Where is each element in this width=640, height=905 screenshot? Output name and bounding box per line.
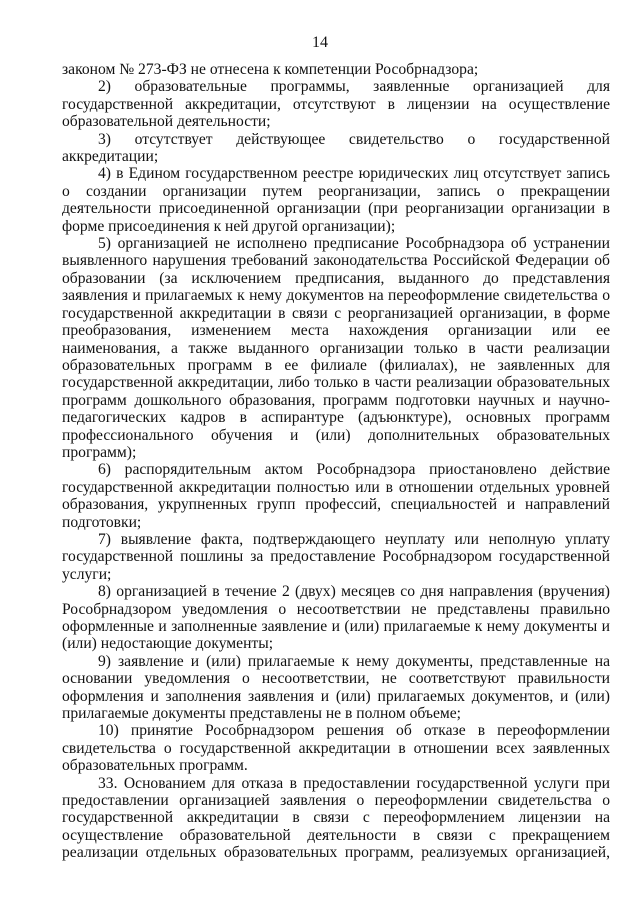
paragraph-item-9: 9) заявление и (или) прилагаемые к нему документы, представленные на основании уведомления о несоответствии, не соответствуют правильности оформления и заполнения заявления и (или) прилагаемых документов, и (или) прилагаемые документы представлены не в полном объеме; <box>62 652 610 723</box>
paragraph-item-6: 6) распорядительным актом Рособрнадзора приостановлено действие государственной аккредитации полностью или в отношении отдельных уровней образования, укрупненных групп профессий, специальностей и направлений подготовки; <box>62 461 610 531</box>
page-number: 14 <box>312 34 328 51</box>
paragraph-item-10: 10) принятие Рособрнадзором решения об отказе в переоформлении свидетельства о государственной аккредитации в отношении всех заявленных образовательных программ. <box>62 722 610 775</box>
paragraph-item-3: 3) отсутствует действующее свидетельство о государственной аккредитации; <box>62 130 610 166</box>
paragraph-item-4: 4) в Едином государственном реестре юридических лиц отсутствует запись о создании организации путем реорганизации, запись о прекращении деятельности присоединенной организации (при реорганизации организации в форме присоединения к ней другой организации); <box>62 165 610 235</box>
paragraph-item-7: 7) выявление факта, подтверждающего неуплату или неполную уплату государственной пошлины за предоставление Рособрнадзором государственной услуги; <box>62 530 610 583</box>
paragraph-section-33: 33. Основанием для отказа в предоставлении государственной услуги при предоставлении организацией заявления о переоформлении свидетельства о государственной аккредитации в связи с переоформлением лицензии на осуществление образовательной деятельности в связи с прекращением реализации отдельных образовательных программ, реализуемых организацией, <box>62 774 610 862</box>
paragraph-1-continuation: законом № 273-ФЗ не отнесена к компетенции Рособрнадзора; <box>62 61 479 78</box>
paragraph-item-5: 5) организацией не исполнено предписание Рособрнадзора об устранении выявленного нарушения требований законодательства Российской Федерации об образовании (за исключением предписания, выданного до представления заявления и прилагаемых к нему документов на переоформление свидетельства о государственной аккредитации в связи с реорганизацией организации, в форме преобразования, изменением места нахождения организации или ее наименования, а также выданного организации только в части реализации образовательных программ в ее филиале (филиалах), не заявленных для государственной аккредитации, либо только в части реализации образовательных программ дошкольного образования, программ подготовки научных и научно-педагогических кадров в аспирантуре (адъюнктуре), основных программ профессионального обучения и (или) дополнительных образовательных программ); <box>62 235 610 461</box>
document-body <box>62 61 610 862</box>
paragraph-item-2: 2) образовательные программы, заявленные организацией для государственной аккредитации, отсутствуют в лицензии на осуществление образовательной деятельности; <box>62 78 610 131</box>
paragraph-item-8: 8) организацией в течение 2 (двух) месяцев со дня направления (вручения) Рособрнадзором уведомления о несоответствии не представлены правильно оформленные и заполненные заявление и (или) прилагаемые к нему документы и (или) недостающие документы; <box>62 583 610 653</box>
